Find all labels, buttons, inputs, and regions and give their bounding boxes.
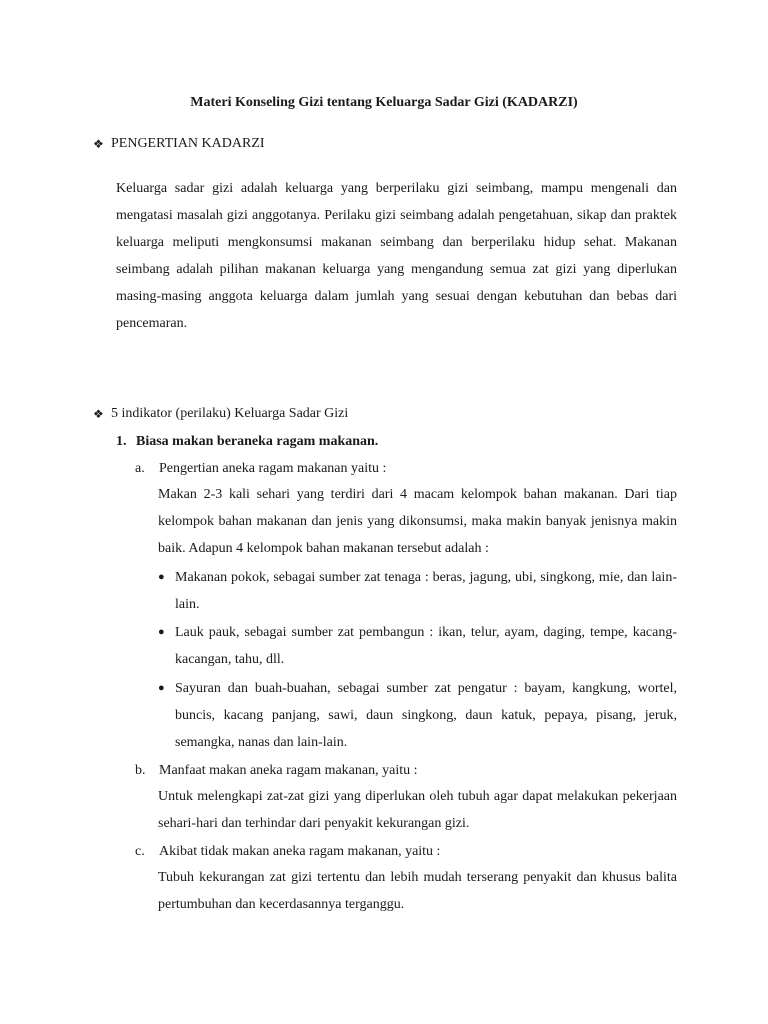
sub-item-label: Pengertian aneka ragam makanan yaitu : bbox=[159, 461, 387, 476]
sub-item-letter: a. bbox=[135, 461, 145, 476]
item-number: 1. bbox=[116, 434, 127, 449]
sub-item-a bbox=[135, 460, 386, 478]
bullet-dot-icon: ● bbox=[158, 626, 165, 638]
numbered-item-1 bbox=[116, 433, 378, 451]
sub-item-b bbox=[135, 762, 418, 780]
sub-item-label: Akibat tidak makan aneka ragam makanan, yaitu : bbox=[159, 844, 441, 859]
sub-item-b-text: Untuk melengkapi zat-zat gizi yang diperlukan oleh tubuh agar dapat melakukan pekerjaan sehari-hari dan terhindar dari penyakit kekurangan gizi. bbox=[158, 789, 677, 831]
bullet-dot-icon: ● bbox=[158, 682, 165, 694]
section-heading-text: 5 indikator (perilaku) Keluarga Sadar Gizi bbox=[111, 406, 349, 421]
sub-item-c bbox=[135, 843, 440, 861]
section-heading-indikator bbox=[93, 405, 348, 423]
document-title: Materi Konseling Gizi tentang Keluarga Sadar Gizi (KADARZI) bbox=[190, 95, 578, 110]
item-label: Biasa makan beraneka ragam makanan. bbox=[136, 434, 379, 449]
sub-item-letter: c. bbox=[135, 844, 145, 859]
list-item-text: Sayuran dan buah-buahan, sebagai sumber zat pengatur : bayam, kangkung, wortel, buncis, kacang panjang, sawi, daun singkong, daun katuk, pepaya, pisang, jeruk, semangka, nanas dan lain-lain. bbox=[175, 681, 677, 750]
sub-item-label: Manfaat makan aneka ragam makanan, yaitu : bbox=[159, 763, 418, 778]
section-heading-pengertian bbox=[93, 135, 265, 153]
list-item-text: Lauk pauk, sebagai sumber zat pembangun : ikan, telur, ayam, daging, tempe, kacang-kacangan, tahu, dll. bbox=[175, 625, 677, 667]
sub-item-letter: b. bbox=[135, 763, 146, 778]
bullet-dot-icon: ● bbox=[158, 571, 165, 583]
sub-item-c-text: Tubuh kekurangan zat gizi tertentu dan lebih mudah terserang penyakit dan khusus balita pertumbuhan dan kecerdasannya terganggu. bbox=[158, 870, 677, 912]
sub-item-a-text: Makan 2-3 kali sehari yang terdiri dari 4 macam kelompok bahan makanan. Dari tiap kelompok bahan makanan dan jenis yang dikonsumsi, maka makin banyak jenisnya makin baik. Adapun 4 kelompok bahan makanan tersebut adalah : bbox=[158, 487, 677, 556]
list-item bbox=[158, 619, 677, 673]
list-item bbox=[158, 675, 677, 756]
section-heading-text: PENGERTIAN KADARZI bbox=[111, 136, 265, 151]
pengertian-paragraph: Keluarga sadar gizi adalah keluarga yang berperilaku gizi seimbang, mampu mengenali dan mengatasi masalah gizi anggotanya. Perilaku gizi seimbang adalah pengetahuan, sikap dan praktek keluarga meliputi mengkonsumsi makanan seimbang dan berperilaku hidup sehat. Makanan seimbang adalah pilihan makanan keluarga yang mengandung semua zat gizi yang diperlukan masing-masing anggota keluarga dalam jumlah yang sesuai dengan kebutuhan dan bebas dari pencemaran. bbox=[116, 181, 677, 331]
list-item-text: Makanan pokok, sebagai sumber zat tenaga : beras, jagung, ubi, singkong, mie, dan lain-lain. bbox=[175, 570, 677, 612]
diamond-bullet-icon: ❖ bbox=[93, 137, 104, 151]
diamond-bullet-icon: ❖ bbox=[93, 407, 104, 421]
list-item bbox=[158, 564, 677, 618]
